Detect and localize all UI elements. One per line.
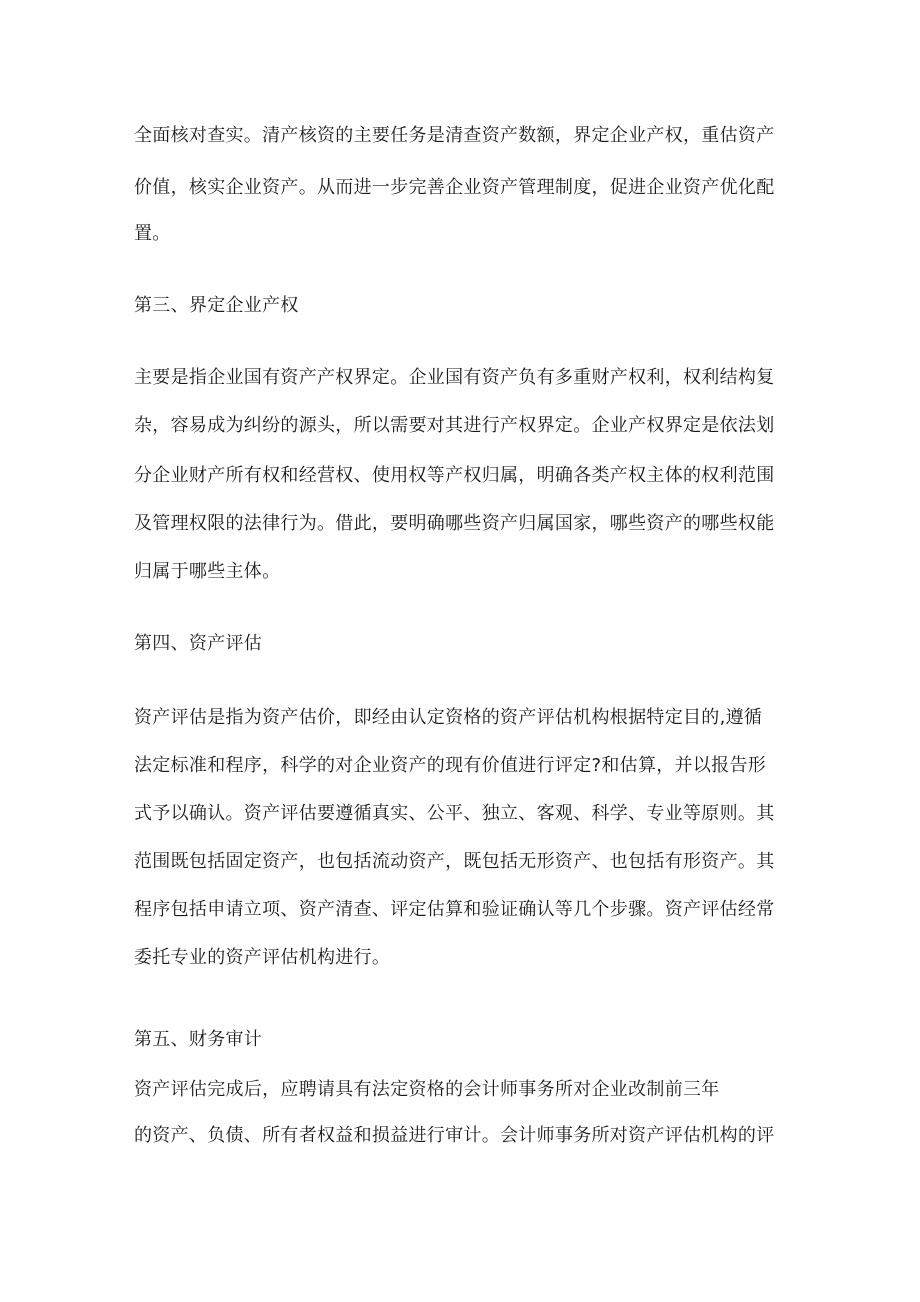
paragraph-line: 全面核对查实。清产核资的主要任务是清查资产数额，界定企业产权，重估资产: [134, 125, 775, 146]
paragraph-line: 及管理权限的法律行为。借此，要明确哪些资产归属国家，哪些资产的哪些权能: [134, 513, 775, 534]
paragraph-line: 杂，容易成为纠纷的源头，所以需要对其进行产权界定。企业产权界定是依法划: [134, 415, 775, 436]
paragraph-line: 的资产、负债、所有者权益和损益进行审计。会计师事务所对资产评估机构的评: [134, 1125, 775, 1146]
section-heading-3: 第三、界定企业产权: [134, 295, 299, 316]
paragraph-line: 价值，核实企业资产。从而进一步完善企业资产管理制度，促进企业资产优化配: [134, 177, 775, 198]
paragraph-line: 置。: [134, 223, 171, 244]
paragraph-line: 资产评估完成后，应聘请具有法定资格的会计师事务所对企业改制前三年: [134, 1079, 720, 1100]
paragraph-line: 法定标准和程序，科学的对企业资产的现有价值进行评定?和估算，并以报告形: [134, 755, 767, 776]
paragraph-line: 式予以确认。资产评估要遵循真实、公平、独立、客观、科学、专业等原则。其: [134, 803, 775, 824]
paragraph-line: 归属于哪些主体。: [134, 561, 281, 582]
section-heading-4: 第四、资产评估: [134, 633, 263, 654]
section-heading-5: 第五、财务审计: [134, 1029, 263, 1050]
paragraph-line: 程序包括申请立项、资产清查、评定估算和验证确认等几个步骤。资产评估经常: [134, 899, 775, 920]
paragraph-line: 资产评估是指为资产估价，即经由认定资格的资产评估机构根据特定目的,遵循: [134, 707, 763, 728]
paragraph-line: 范围既包括固定资产，也包括流动资产，既包括无形资产、也包括有形资产。其: [134, 851, 775, 872]
paragraph-line: 分企业财产所有权和经营权、使用权等产权归属，明确各类产权主体的权利范围: [134, 465, 775, 486]
paragraph-line: 主要是指企业国有资产产权界定。企业国有资产负有多重财产权利，权利结构复: [134, 367, 775, 388]
paragraph-line: 委托专业的资产评估机构进行。: [134, 947, 391, 968]
